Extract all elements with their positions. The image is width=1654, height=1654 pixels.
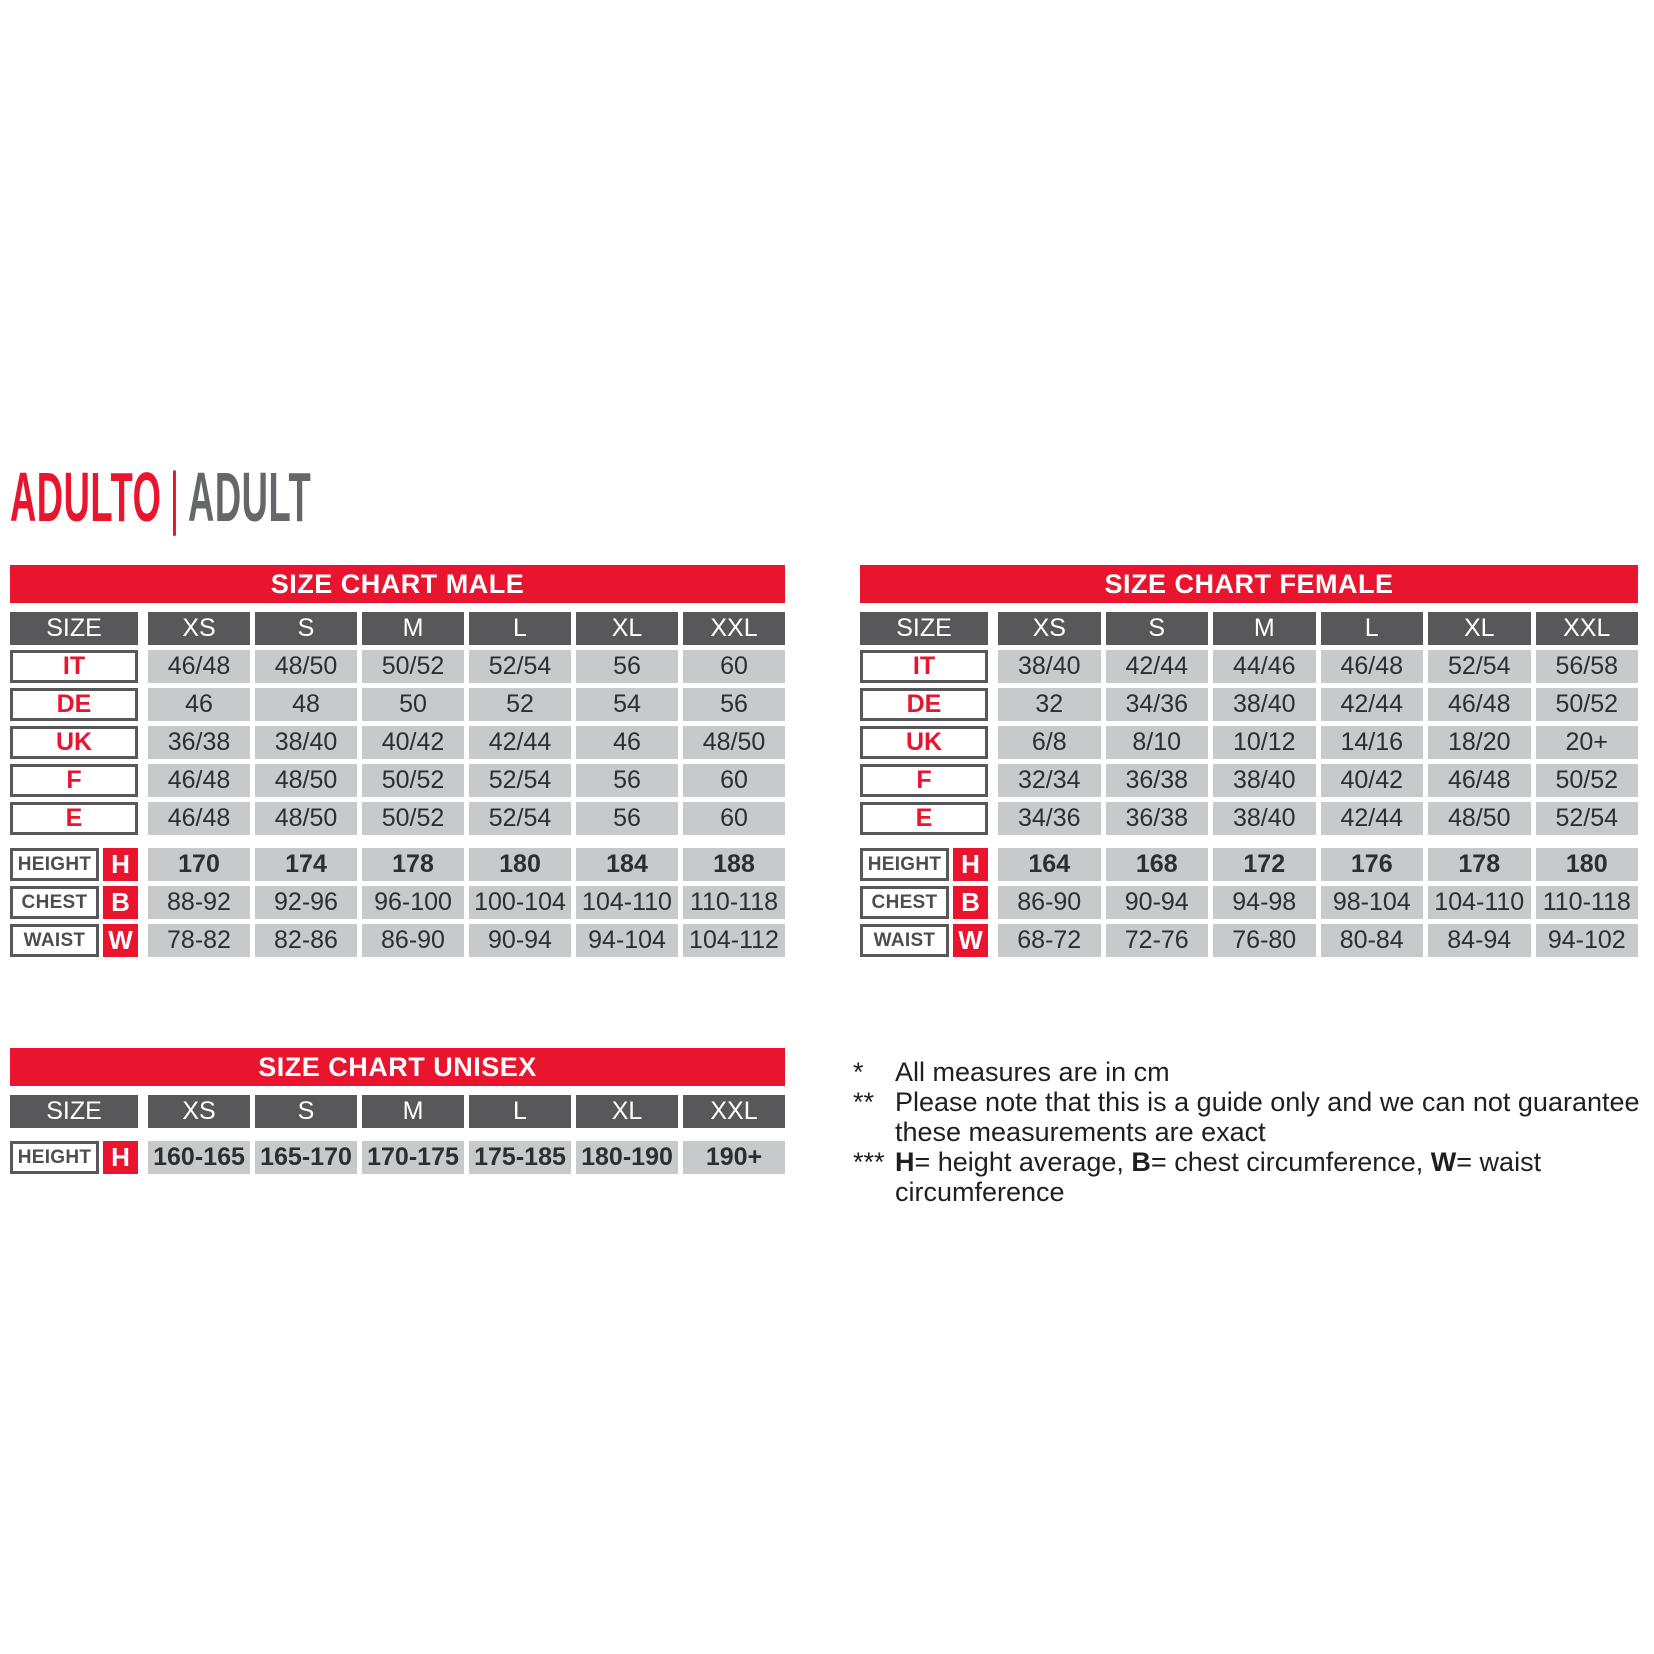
male-size-value: 50/52: [362, 650, 464, 683]
female-measure-label-slot: [860, 924, 988, 957]
female-column-header-xl: XL: [1428, 612, 1531, 645]
female-header-row: [860, 612, 1638, 645]
male-size-value: 46/48: [148, 802, 250, 835]
male-measure-value: 90-94: [469, 924, 571, 957]
footnote-1: [853, 1057, 1648, 1087]
page-title-primary: ADULTO: [10, 458, 162, 536]
male-size-value: 56: [576, 650, 678, 683]
female-size-value: 50/52: [1536, 764, 1639, 797]
male-measure-value: 88-92: [148, 886, 250, 919]
female-size-value: 56/58: [1536, 650, 1639, 683]
female-size-value: 32/34: [998, 764, 1101, 797]
unisex-table-title: SIZE CHART UNISEX: [10, 1048, 785, 1086]
female-size-value: 6/8: [998, 726, 1101, 759]
female-size-row-uk: [860, 726, 1638, 759]
male-measure-value: 104-112: [683, 924, 785, 957]
male-size-row-e: [10, 802, 785, 835]
female-column-header-xxl: XXL: [1536, 612, 1639, 645]
footnote-text: All measures are in cm: [895, 1057, 1170, 1087]
footnote-marker: **: [853, 1087, 875, 1117]
female-size-value: 42/44: [1321, 802, 1424, 835]
male-size-value: 50/52: [362, 764, 464, 797]
footnotes: [853, 1057, 1648, 1207]
male-measure-row-chest: [10, 886, 785, 919]
footnote-marker: ***: [853, 1147, 885, 1177]
female-measure-row-height: [860, 848, 1638, 881]
male-measure-row-waist: [10, 924, 785, 957]
male-size-value: 36/38: [148, 726, 250, 759]
male-size-value: 60: [683, 802, 785, 835]
unisex-measure-label-slot: [10, 1141, 138, 1174]
female-size-value: 36/38: [1106, 764, 1209, 797]
male-measure-value: 170: [148, 848, 250, 881]
unisex-measure-row-height: [10, 1141, 785, 1174]
female-measure-value: 98-104: [1321, 886, 1424, 919]
male-column-header-xs: XS: [148, 612, 250, 645]
female-column-header-xs: XS: [998, 612, 1101, 645]
male-size-value: 46/48: [148, 650, 250, 683]
female-row-label-it: IT: [860, 650, 988, 683]
male-measure-value: 188: [683, 848, 785, 881]
male-measure-value: 86-90: [362, 924, 464, 957]
female-size-value: 44/46: [1213, 650, 1316, 683]
male-size-value: 60: [683, 650, 785, 683]
female-size-value: 36/38: [1106, 802, 1209, 835]
male-size-value: 48/50: [255, 764, 357, 797]
female-row-label-slot: [860, 764, 988, 797]
male-measure-letter-b: B: [103, 886, 138, 919]
male-size-value: 46/48: [148, 764, 250, 797]
female-measure-label: [860, 924, 988, 957]
male-row-label-uk: UK: [10, 726, 138, 759]
male-measure-name-waist: WAIST: [10, 924, 99, 957]
male-measure-label-slot: [10, 848, 138, 881]
male-measure-value: 110-118: [683, 886, 785, 919]
female-measure-letter-w: W: [953, 924, 988, 957]
unisex-measure-value: 180-190: [576, 1141, 678, 1174]
male-row-label-de: DE: [10, 688, 138, 721]
male-row-label-it: IT: [10, 650, 138, 683]
female-row-label-f: F: [860, 764, 988, 797]
male-measure-name-height: HEIGHT: [10, 848, 99, 881]
female-measure-value: 90-94: [1106, 886, 1209, 919]
male-size-value: 46: [148, 688, 250, 721]
female-measure-value: 80-84: [1321, 924, 1424, 957]
female-measure-value: 172: [1213, 848, 1316, 881]
female-measure-value: 176: [1321, 848, 1424, 881]
female-size-value: 42/44: [1106, 650, 1209, 683]
female-measure-value: 180: [1536, 848, 1639, 881]
male-measure-value: 82-86: [255, 924, 357, 957]
female-size-value: 38/40: [1213, 688, 1316, 721]
female-size-value: 46/48: [1428, 764, 1531, 797]
unisex-size-column-header: SIZE: [10, 1095, 138, 1128]
female-measure-value: 178: [1428, 848, 1531, 881]
female-size-value: 8/10: [1106, 726, 1209, 759]
male-row-label-slot: [10, 650, 138, 683]
female-measure-name-chest: CHEST: [860, 886, 949, 919]
unisex-column-header-xl: XL: [576, 1095, 678, 1128]
male-measure-value: 96-100: [362, 886, 464, 919]
unisex-measure-value: 170-175: [362, 1141, 464, 1174]
female-row-label-e: E: [860, 802, 988, 835]
footnote-key-letter: H: [895, 1147, 915, 1177]
female-measure-value: 104-110: [1428, 886, 1531, 919]
male-size-row-f: [10, 764, 785, 797]
female-column-header-l: L: [1321, 612, 1424, 645]
footnote-2: [853, 1087, 1648, 1147]
male-row-label-f: F: [10, 764, 138, 797]
female-size-value: 52/54: [1536, 802, 1639, 835]
female-size-value: 34/36: [1106, 688, 1209, 721]
male-size-value: 50/52: [362, 802, 464, 835]
female-size-row-e: [860, 802, 1638, 835]
male-column-header-m: M: [362, 612, 464, 645]
male-row-label-slot: [10, 688, 138, 721]
unisex-measure-value: 160-165: [148, 1141, 250, 1174]
male-column-header-xl: XL: [576, 612, 678, 645]
footnote-key-letter: B: [1131, 1147, 1151, 1177]
female-size-value: 38/40: [998, 650, 1101, 683]
male-measure-letter-h: H: [103, 848, 138, 881]
female-column-header-m: M: [1213, 612, 1316, 645]
male-size-row-it: [10, 650, 785, 683]
size-chart-female-table: [860, 565, 1638, 962]
male-size-column-header: SIZE: [10, 612, 138, 645]
female-measure-value: 94-102: [1536, 924, 1639, 957]
footnote-3: [853, 1147, 1648, 1207]
footnote-segment: = height average,: [914, 1147, 1132, 1177]
male-size-value: 52/54: [469, 650, 571, 683]
male-size-row-uk: [10, 726, 785, 759]
male-size-value: 52: [469, 688, 571, 721]
female-measure-value: 86-90: [998, 886, 1101, 919]
size-chart-unisex-table: [10, 1048, 785, 1179]
unisex-column-header-l: L: [469, 1095, 571, 1128]
male-row-label-slot: [10, 802, 138, 835]
female-size-value: 38/40: [1213, 764, 1316, 797]
male-measure-value: 180: [469, 848, 571, 881]
male-measure-value: 174: [255, 848, 357, 881]
unisex-header-row: [10, 1095, 785, 1128]
male-measure-value: 184: [576, 848, 678, 881]
male-size-value: 56: [683, 688, 785, 721]
female-measure-label-slot: [860, 848, 988, 881]
male-measure-name-chest: CHEST: [10, 886, 99, 919]
male-size-value: 52/54: [469, 764, 571, 797]
female-table-title: SIZE CHART FEMALE: [860, 565, 1638, 603]
female-row-label-uk: UK: [860, 726, 988, 759]
female-size-value: 38/40: [1213, 802, 1316, 835]
female-measure-value: 72-76: [1106, 924, 1209, 957]
male-measure-label: [10, 886, 138, 919]
footnote-text: [895, 1147, 1648, 1207]
female-measure-value: 164: [998, 848, 1101, 881]
unisex-column-header-xxl: XXL: [683, 1095, 785, 1128]
female-size-value: 14/16: [1321, 726, 1424, 759]
female-size-value: 18/20: [1428, 726, 1531, 759]
female-size-header-slot: [860, 612, 988, 645]
footnote-segment: = waist circumference: [895, 1147, 1542, 1207]
female-size-value: 10/12: [1213, 726, 1316, 759]
female-size-column-header: SIZE: [860, 612, 988, 645]
male-measure-value: 94-104: [576, 924, 678, 957]
female-measure-name-height: HEIGHT: [860, 848, 949, 881]
male-size-value: 50: [362, 688, 464, 721]
female-size-value: 46/48: [1321, 650, 1424, 683]
male-size-value: 46: [576, 726, 678, 759]
female-row-label-slot: [860, 802, 988, 835]
unisex-measure-value: 175-185: [469, 1141, 571, 1174]
page-title-separator: |: [169, 458, 180, 536]
male-size-value: 48: [255, 688, 357, 721]
unisex-measure-label: [10, 1141, 138, 1174]
female-measure-letter-b: B: [953, 886, 988, 919]
male-table-title: SIZE CHART MALE: [10, 565, 785, 603]
female-measure-name-waist: WAIST: [860, 924, 949, 957]
female-measure-value: 76-80: [1213, 924, 1316, 957]
male-row-label-slot: [10, 726, 138, 759]
female-measure-value: 68-72: [998, 924, 1101, 957]
male-size-value: 54: [576, 688, 678, 721]
female-measure-label: [860, 848, 988, 881]
male-measure-label-slot: [10, 886, 138, 919]
male-measure-label: [10, 924, 138, 957]
female-row-label-de: DE: [860, 688, 988, 721]
male-size-value: 48/50: [255, 650, 357, 683]
male-measure-value: 100-104: [469, 886, 571, 919]
female-measure-row-chest: [860, 886, 1638, 919]
male-row-label-slot: [10, 764, 138, 797]
male-size-header-slot: [10, 612, 138, 645]
unisex-measure-letter-h: H: [103, 1141, 138, 1174]
male-measure-letter-w: W: [103, 924, 138, 957]
unisex-measure-value: 165-170: [255, 1141, 357, 1174]
male-measure-value: 92-96: [255, 886, 357, 919]
female-size-value: 48/50: [1428, 802, 1531, 835]
male-size-row-de: [10, 688, 785, 721]
male-size-value: 60: [683, 764, 785, 797]
footnote-text: Please note that this is a guide only and we can not guarantee these measurements are exact: [895, 1087, 1640, 1147]
male-column-header-s: S: [255, 612, 357, 645]
female-size-value: 20+: [1536, 726, 1639, 759]
unisex-size-header-slot: [10, 1095, 138, 1128]
male-row-label-e: E: [10, 802, 138, 835]
unisex-column-header-s: S: [255, 1095, 357, 1128]
male-size-value: 56: [576, 802, 678, 835]
male-size-value: 38/40: [255, 726, 357, 759]
female-measure-value: 110-118: [1536, 886, 1639, 919]
male-size-value: 48/50: [255, 802, 357, 835]
footnote-segment: = chest circumference,: [1150, 1147, 1431, 1177]
female-size-value: 46/48: [1428, 688, 1531, 721]
female-size-value: 32: [998, 688, 1101, 721]
unisex-column-header-xs: XS: [148, 1095, 250, 1128]
female-measure-value: 94-98: [1213, 886, 1316, 919]
unisex-measure-name-height: HEIGHT: [10, 1141, 99, 1174]
male-size-value: 56: [576, 764, 678, 797]
male-header-row: [10, 612, 785, 645]
female-size-value: 50/52: [1536, 688, 1639, 721]
female-size-row-it: [860, 650, 1638, 683]
female-measure-label-slot: [860, 886, 988, 919]
unisex-column-header-m: M: [362, 1095, 464, 1128]
male-measure-row-height: [10, 848, 785, 881]
female-measure-label: [860, 886, 988, 919]
male-size-value: 42/44: [469, 726, 571, 759]
female-size-row-f: [860, 764, 1638, 797]
male-size-value: 40/42: [362, 726, 464, 759]
female-measure-letter-h: H: [953, 848, 988, 881]
size-chart-male-table: [10, 565, 785, 962]
male-measure-label: [10, 848, 138, 881]
page-title-secondary: ADULT: [188, 458, 312, 536]
footnote-key-letter: W: [1430, 1147, 1457, 1177]
female-measure-value: 168: [1106, 848, 1209, 881]
female-measure-row-waist: [860, 924, 1638, 957]
female-size-row-de: [860, 688, 1638, 721]
female-size-value: 52/54: [1428, 650, 1531, 683]
female-size-value: 40/42: [1321, 764, 1424, 797]
female-row-label-slot: [860, 688, 988, 721]
male-measure-value: 178: [362, 848, 464, 881]
female-row-label-slot: [860, 650, 988, 683]
female-size-value: 42/44: [1321, 688, 1424, 721]
female-column-header-s: S: [1106, 612, 1209, 645]
female-size-value: 34/36: [998, 802, 1101, 835]
male-size-value: 52/54: [469, 802, 571, 835]
footnote-marker: *: [853, 1057, 864, 1087]
male-column-header-l: L: [469, 612, 571, 645]
male-measure-value: 104-110: [576, 886, 678, 919]
male-measure-value: 78-82: [148, 924, 250, 957]
male-measure-label-slot: [10, 924, 138, 957]
unisex-measure-value: 190+: [683, 1141, 785, 1174]
male-size-value: 48/50: [683, 726, 785, 759]
male-column-header-xxl: XXL: [683, 612, 785, 645]
page-title: [10, 458, 312, 536]
female-row-label-slot: [860, 726, 988, 759]
female-measure-value: 84-94: [1428, 924, 1531, 957]
